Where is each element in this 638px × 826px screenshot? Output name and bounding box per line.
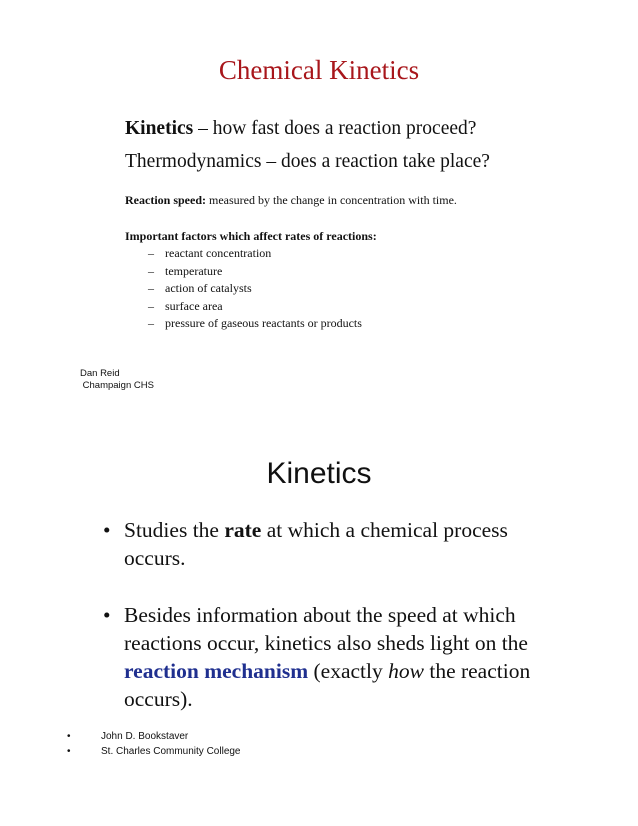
bullet-dot: • (103, 518, 111, 542)
factors-list (148, 245, 362, 333)
factor-label: action of catalysts (165, 281, 252, 295)
author-name: Dan Reid (80, 368, 120, 379)
thermodynamics-definition: Thermodynamics – does a reaction take place? (125, 151, 490, 172)
list-item (67, 744, 241, 759)
dash-bullet: – (148, 298, 154, 313)
list-item (148, 245, 362, 263)
factor-label: surface area (165, 298, 223, 313)
author-school: Champaign CHS (80, 379, 154, 391)
slide-title: Kinetics (266, 457, 372, 490)
list-item (148, 263, 362, 281)
reaction-speed-term: Reaction speed: (125, 193, 206, 207)
rate-term: rate (224, 518, 262, 542)
bullet-text: Besides information about the speed at which reactions occur, kinetics also sheds light on the reaction mechanism (exactly how the reaction occurs). (124, 603, 531, 711)
factor-label: pressure of gaseous reactants or products (165, 316, 362, 330)
factor-label: temperature (165, 263, 223, 278)
dash-bullet: – (148, 263, 154, 278)
list-item (67, 729, 241, 744)
credit-text: John D. Bookstaver (101, 731, 189, 742)
factors-heading: Important factors which affect rates of reactions: (125, 229, 377, 243)
reaction-mechanism-term: reaction mechanism (124, 659, 309, 683)
dash-bullet: – (148, 246, 154, 260)
bullet-dot: • (103, 603, 111, 627)
dash-bullet: – (148, 281, 154, 295)
dash-bullet: – (148, 316, 154, 330)
list-item (148, 315, 362, 333)
bullet-dot: • (67, 731, 71, 742)
how-emphasis: how (388, 659, 424, 683)
author-credit (80, 368, 154, 391)
bullet-text: Studies the rate at which a chemical process occurs. (124, 518, 508, 570)
kinetics-term: Kinetics (125, 118, 194, 139)
bullet-mechanism (103, 601, 543, 713)
bullet-dot: • (67, 746, 71, 757)
factor-label: reactant concentration (165, 246, 272, 260)
slide-title: Chemical Kinetics (218, 55, 420, 85)
kinetics-definition (125, 117, 476, 141)
credits-list (67, 729, 241, 759)
kinetics-description: – how fast does a reaction proceed? (193, 118, 477, 139)
reaction-speed-description: measured by the change in concentration with time. (206, 193, 457, 207)
credit-text: St. Charles Community College (101, 746, 241, 757)
bullet-rate (103, 516, 543, 572)
list-item (148, 280, 362, 298)
reaction-speed-definition (125, 193, 457, 208)
list-item (148, 298, 362, 316)
